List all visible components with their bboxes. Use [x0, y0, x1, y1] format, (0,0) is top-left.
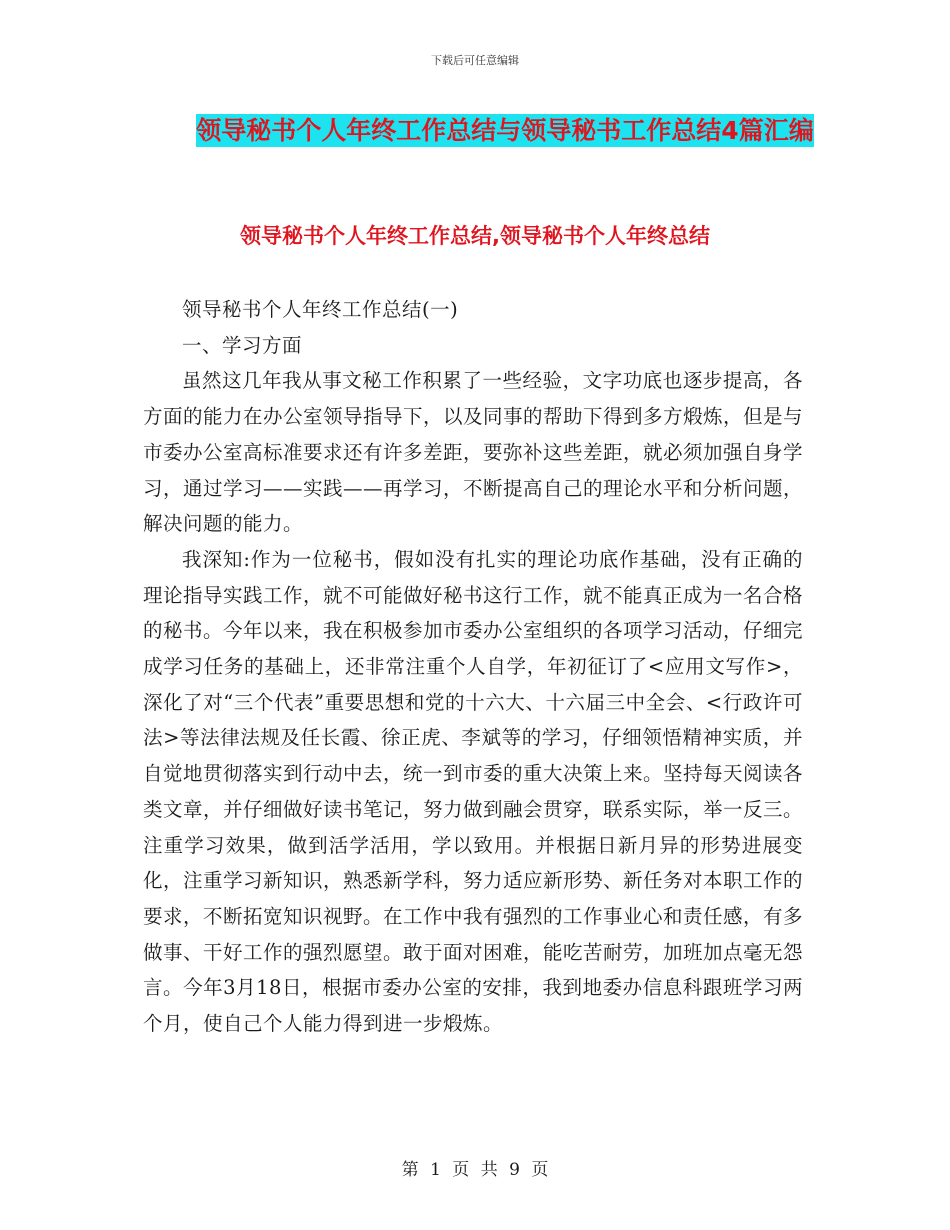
body-paragraph: 我深知:作为一位秘书，假如没有扎实的理论功底作基础，没有正确的理论指导实践工作，就不可能做好秘书这行工作，就不能真正成为一名合格的秘书。今年以来，我在积极参加市委办公室组织的各项学习活动，仔细完成学习任务的基础上，还非常注重个人自学，年初征订了<应用文写作>，深化了对“三个代表”重要思想和党的十六大、十六届三中全会、<行政许可法>等法律法规及任长霞、徐正虎、李斌等的学习，仔细领悟精神实质，并自觉地贯彻落实到行动中去，统一到市委的重大决策上来。坚持每天阅读各类文章，并仔细做好读书笔记，努力做到融会贯穿，联系实际，举一反三。注重学习效果，做到活学活用，学以致用。并根据日新月异的形势进展变化，注重学习新知识，熟悉新学科，努力适应新形势、新任务对本职工作的要求，不断拓宽知识视野。在工作中我有强烈的工作事业心和责任感，有多做事、干好工作的强烈愿望。敢于面对困难，能吃苦耐劳，加班加点毫无怨言。今年3月18日，根据市委办公室的安排，我到地委办信息科跟班学习两个月，使自己个人能力得到进一步煅炼。 — [143, 547, 804, 1036]
body-paragraph: 虽然这几年我从事文秘工作积累了一些经验，文字功底也逐步提高，各方面的能力在办公室领导指导下，以及同事的帮助下得到多方煅炼，但是与市委办公室高标准要求还有许多差距，要弥补这些差距，就必须加强自身学习，通过学习——实践——再学习，不断提高自己的理论水平和分析问题，解决问题的能力。 — [143, 369, 804, 536]
document-body — [143, 292, 803, 1042]
document-subtitle: 领导秘书个人年终工作总结,领导秘书个人年终总结 — [240, 224, 710, 248]
section-heading: 领导秘书个人年终工作总结(一) — [182, 298, 459, 321]
title-highlight: 领导秘书个人年终工作总结与领导秘书工作总结4篇汇编 — [196, 116, 814, 145]
document-title — [140, 106, 870, 156]
page-header-note: 下载后可任意编辑 — [431, 54, 519, 67]
subsection-heading: 一、学习方面 — [182, 333, 303, 357]
page-number: 第 1 页 共 9 页 — [401, 1160, 549, 1180]
